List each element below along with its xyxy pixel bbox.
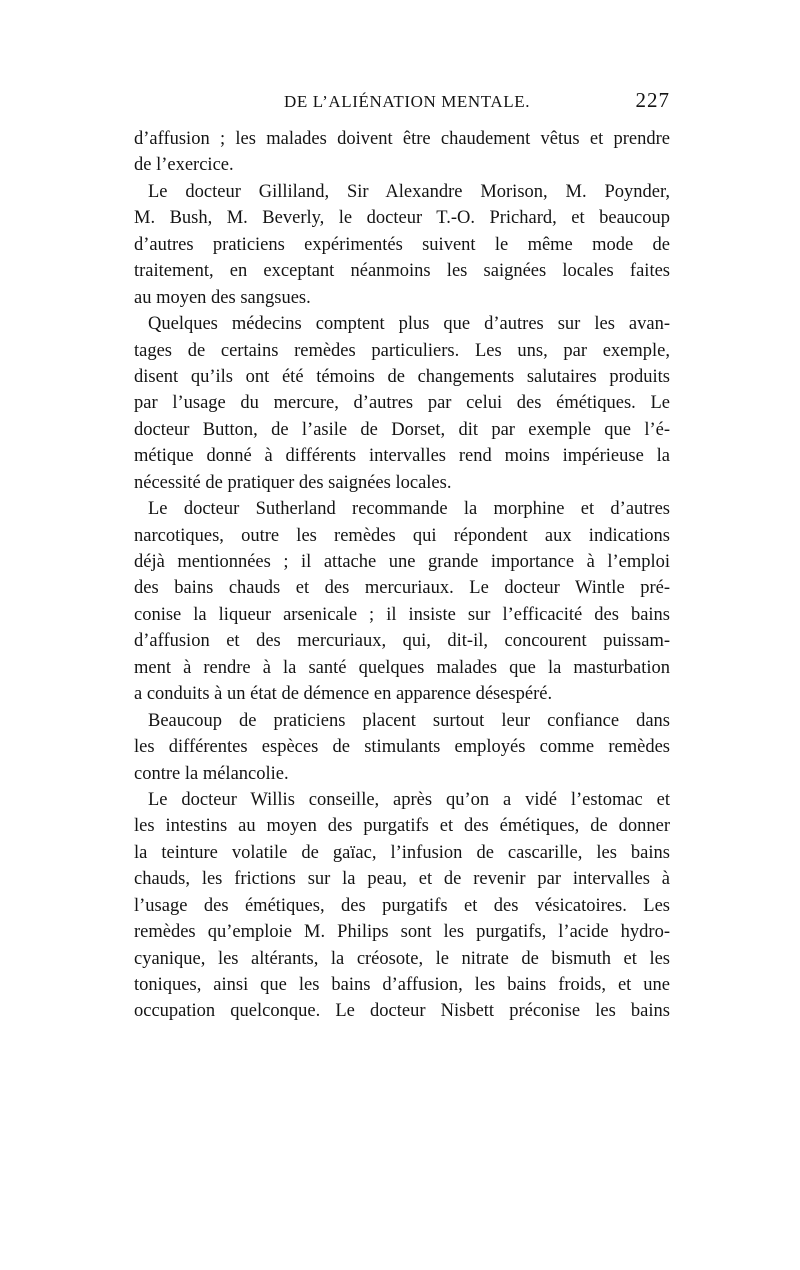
text-line: a conduits à un état de démence en apparence désespéré. bbox=[134, 684, 553, 705]
text-line: narcotiques, outre les remèdes qui répondent aux indications bbox=[134, 525, 670, 546]
text-line: d’affusion ; les malades doivent être chaudement vêtus et prendre bbox=[134, 129, 670, 149]
text-line: déjà mentionnées ; il attache une grande importance à l’emploi bbox=[134, 552, 670, 572]
page-number: 227 bbox=[635, 88, 670, 112]
text-line: conise la liqueur arsenicale ; il insiste sur l’efficacité des bains bbox=[134, 604, 670, 625]
text-line: Beaucoup de praticiens placent surtout leur confiance dans bbox=[148, 710, 670, 731]
text-line: tages de certains remèdes particuliers. Les uns, par exemple, bbox=[134, 340, 670, 361]
text-line: par l’usage du mercure, d’autres par celui des émétiques. Le bbox=[134, 393, 670, 414]
text-line: métique donné à différents intervalles rend moins impérieuse la bbox=[134, 446, 670, 467]
text-line: docteur Button, de l’asile de Dorset, dit par exemple que l’é- bbox=[134, 419, 670, 440]
text-line: d’affusion et des mercuriaux, qui, dit-il, concourent puissam- bbox=[134, 631, 670, 652]
text-line: des bains chauds et des mercuriaux. Le docteur Wintle pré- bbox=[134, 578, 670, 599]
running-title: DE L’ALIÉNATION MENTALE. bbox=[284, 92, 531, 111]
body-text bbox=[134, 126, 670, 1025]
text-line: la teinture volatile de gaïac, l’infusion de cascarille, les bains bbox=[134, 842, 670, 863]
text-line: les différentes espèces de stimulants employés comme remèdes bbox=[134, 737, 670, 758]
text-line: Le docteur Gilliland, Sir Alexandre Morison, M. Poynder, bbox=[148, 181, 670, 202]
text-line: Quelques médecins comptent plus que d’autres sur les avan- bbox=[148, 314, 670, 335]
text-line: Le docteur Willis conseille, après qu’on a vidé l’estomac et bbox=[148, 789, 670, 810]
text-line: contre la mélancolie. bbox=[134, 763, 289, 784]
text-line: M. Bush, M. Beverly, le docteur T.-O. Prichard, et beaucoup bbox=[134, 208, 670, 229]
text-line: ment à rendre à la santé quelques malades que la masturbation bbox=[134, 657, 670, 678]
text-line: traitement, en exceptant néanmoins les saignées locales faites bbox=[134, 261, 670, 282]
text-line: remèdes qu’emploie M. Philips sont les purgatifs, l’acide hydro- bbox=[134, 922, 670, 943]
text-line: occupation quelconque. Le docteur Nisbett préconise les bains bbox=[134, 1001, 670, 1022]
text-line: l’usage des émétiques, des purgatifs et des vésicatoires. Les bbox=[134, 895, 670, 916]
text-line: les intestins au moyen des purgatifs et des émétiques, de donner bbox=[134, 816, 670, 837]
text-line: de l’exercice. bbox=[134, 155, 234, 176]
text-line: au moyen des sangsues. bbox=[134, 287, 311, 308]
text-line: cyanique, les altérants, la créosote, le nitrate de bismuth et les bbox=[134, 948, 670, 969]
text-line: nécessité de pratiquer des saignées locales. bbox=[134, 472, 452, 493]
page-header bbox=[134, 88, 670, 120]
text-line: Le docteur Sutherland recommande la morphine et d’autres bbox=[148, 499, 670, 520]
text-line: d’autres praticiens expérimentés suivent le même mode de bbox=[134, 234, 670, 255]
text-line: chauds, les frictions sur la peau, et de revenir par intervalles à bbox=[134, 869, 670, 890]
text-line: toniques, ainsi que les bains d’affusion, les bains froids, et une bbox=[134, 975, 670, 995]
text-line: disent qu’ils ont été témoins de changements salutaires produits bbox=[134, 366, 670, 387]
